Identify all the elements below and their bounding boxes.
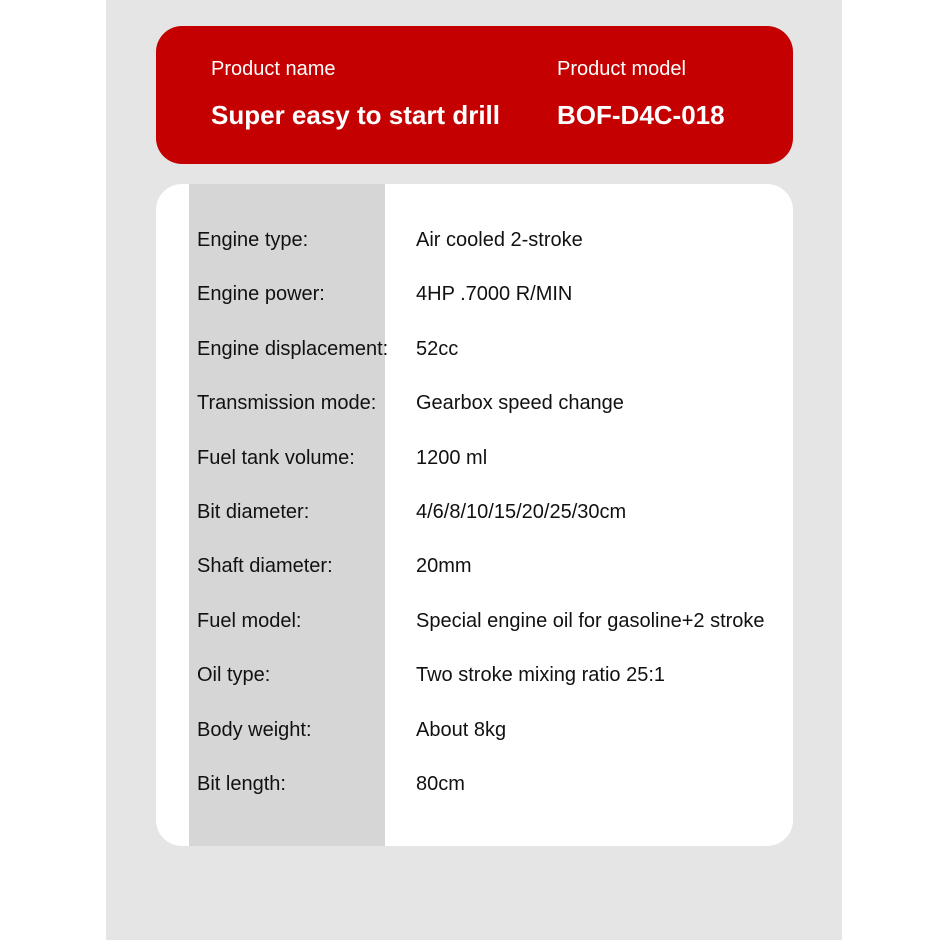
specifications-card — [156, 184, 793, 846]
spec-value: 4HP .7000 R/MIN — [416, 283, 573, 306]
spec-value: 20mm — [416, 555, 472, 578]
spec-value: About 8kg — [416, 718, 507, 741]
spec-value: Gearbox speed change — [416, 392, 624, 415]
spec-label: Bit diameter: — [197, 500, 310, 523]
spec-label: Engine type: — [197, 229, 309, 251]
spec-label: Engine power: — [197, 283, 325, 306]
spec-value: Two stroke mixing ratio 25:1 — [416, 664, 665, 687]
spec-value: 52cc — [416, 337, 459, 360]
spec-row-engine-power — [156, 278, 793, 332]
spec-table — [156, 224, 793, 822]
spec-label: Fuel tank volume: — [197, 446, 355, 469]
spec-label: Engine displacement: — [197, 337, 389, 360]
spec-row-fuel-model — [156, 605, 793, 659]
spec-label: Bit length: — [197, 772, 286, 795]
spec-label: Shaft diameter: — [197, 555, 333, 578]
product-name-label: Product name — [211, 58, 336, 80]
spec-value: 80cm — [416, 772, 465, 795]
product-name-block — [211, 56, 500, 130]
spec-value: 1200 ml — [416, 446, 488, 469]
spec-value: Special engine oil for gasoline+2 stroke — [416, 609, 765, 632]
spec-row-engine-displacement — [156, 333, 793, 387]
spec-value: Air cooled 2-stroke — [416, 229, 583, 251]
spec-label: Transmission mode: — [197, 392, 377, 415]
product-model-block — [557, 56, 725, 130]
spec-label: Body weight: — [197, 718, 312, 741]
product-name-value: Super easy to start drill — [211, 100, 500, 130]
spec-label: Oil type: — [197, 664, 271, 687]
spec-row-body-weight — [156, 714, 793, 768]
spec-row-transmission-mode — [156, 387, 793, 441]
spec-row-engine-type — [156, 224, 793, 278]
spec-row-shaft-diameter — [156, 550, 793, 604]
product-model-value: BOF-D4C-018 — [557, 100, 725, 130]
spec-row-bit-length — [156, 768, 793, 822]
spec-row-bit-diameter — [156, 496, 793, 550]
spec-label: Fuel model: — [197, 609, 302, 632]
spec-row-oil-type — [156, 659, 793, 713]
spec-value: 4/6/8/10/15/20/25/30cm — [416, 500, 627, 523]
product-model-label: Product model — [557, 58, 686, 80]
spec-row-fuel-tank-volume — [156, 442, 793, 496]
product-header-card — [156, 26, 793, 164]
